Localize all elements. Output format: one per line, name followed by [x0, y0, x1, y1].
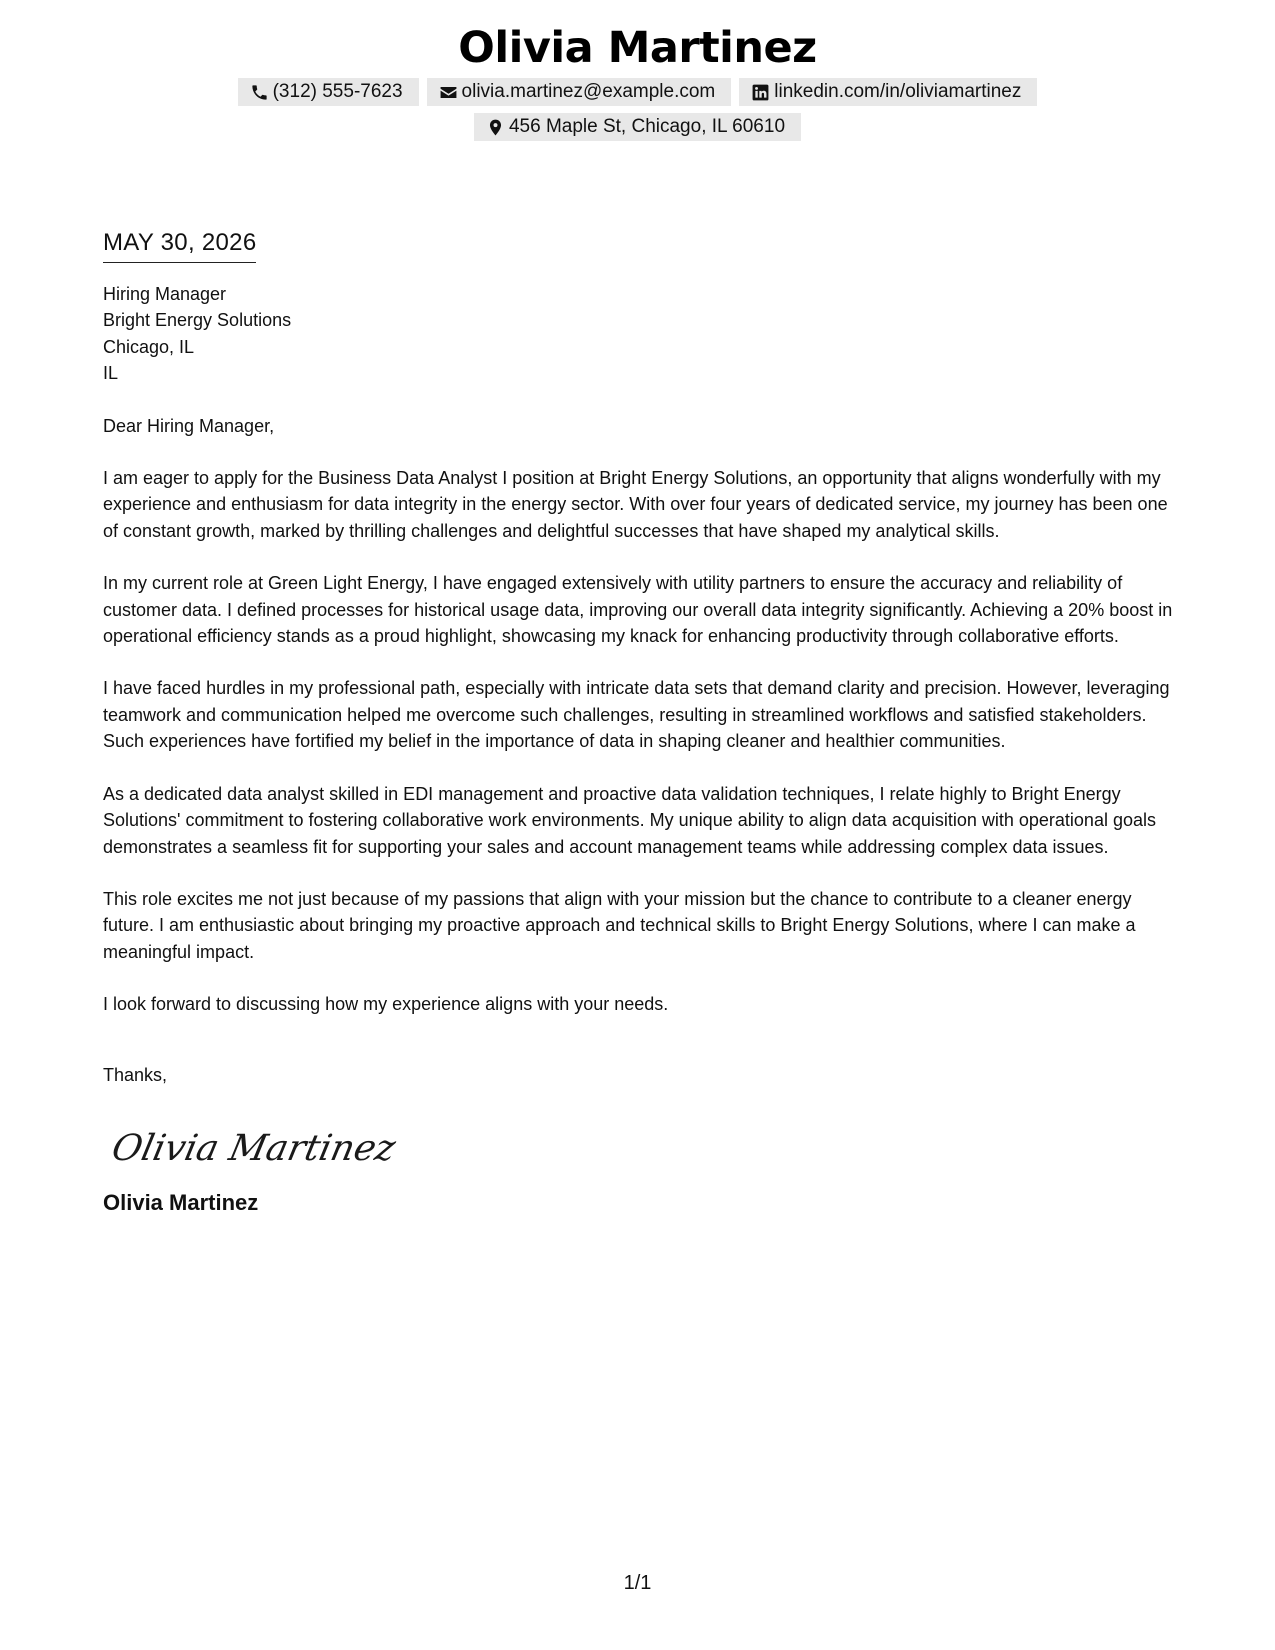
address-text: 456 Maple St, Chicago, IL 60610 — [508, 116, 786, 137]
body-paragraph: As a dedicated data analyst skilled in EDI management and proactive data validation techniques, I relate highly to Bright Energy Solutions' commitment to fostering collaborative work environments. My unique ability to align data acquisition with operational goals demonstrates a seamless fit for supporting your sales and account management teams while addressing complex data issues. — [103, 783, 1156, 857]
signature-text: Olivia Martinez — [108, 1126, 400, 1169]
contact-row-secondary — [0, 113, 1275, 141]
address-chip — [474, 113, 801, 141]
contact-row-primary — [0, 78, 1275, 106]
linkedin-icon — [751, 83, 770, 102]
handwritten-signature — [108, 1118, 1178, 1178]
phone-text: (312) 555-7623 — [272, 81, 403, 102]
body-paragraph: This role excites me not just because of my passions that align with your mission but the chance to contribute to a cleaner energy future. I am enthusiastic about bringing my proactive approach and technical skills to Bright Energy Solutions, where I can make a meaningful impact. — [103, 888, 1136, 962]
linkedin-text: linkedin.com/in/oliviamartinez — [774, 81, 1022, 102]
linkedin-chip[interactable] — [739, 78, 1037, 106]
letter-header — [0, 0, 1275, 141]
recipient-line: IL — [103, 363, 119, 384]
letter-date: MAY 30, 2026 — [103, 226, 256, 263]
letter-body — [103, 226, 1178, 1216]
body-paragraph: I have faced hurdles in my professional path, especially with intricate data sets that demand clarity and precision. However, leveraging teamwork and communication helped me overcome such challenges, resulting in streamlined workflows and satisfied stakeholders. Such experiences have fortified my belief in the importance of data in shaping cleaner and healthier communities. — [103, 678, 1170, 752]
map-pin-icon — [486, 118, 505, 137]
body-paragraph: In my current role at Green Light Energy, I have engaged extensively with utility partners to ensure the accuracy and reliability of customer data. I defined processes for historical usage data, improving our overall data integrity significantly. Achieving a 20% boost in operational efficiency stands as a proud highlight, showcasing my knack for enhancing productivity through collaborative efforts. — [103, 573, 1173, 647]
applicant-name: Olivia Martinez — [458, 23, 817, 73]
email-text: olivia.martinez@example.com — [461, 81, 716, 102]
recipient-line: Hiring Manager — [103, 284, 227, 304]
email-chip[interactable] — [427, 78, 732, 106]
recipient-line: Bright Energy Solutions — [103, 310, 292, 331]
signer-name: Olivia Martinez — [103, 1189, 259, 1215]
body-paragraph: I am eager to apply for the Business Data Analyst I position at Bright Energy Solutions, an opportunity that aligns wonderfully with my experience and enthusiasm for data integrity in the energy sector. With over four years of dedicated service, my journey has been one of constant growth, marked by thrilling challenges and delightful successes that have shaped my analytical skills. — [103, 468, 1168, 541]
envelope-icon — [439, 83, 458, 102]
phone-icon — [250, 83, 269, 102]
page-number: 1/1 — [623, 1572, 652, 1594]
salutation: Dear Hiring Manager, — [103, 415, 275, 436]
body-paragraph: I look forward to discussing how my experience aligns with your needs. — [103, 994, 669, 1015]
recipient-line: Chicago, IL — [103, 336, 195, 357]
closing: Thanks, — [103, 1064, 168, 1085]
recipient-block — [103, 281, 1178, 387]
phone-chip[interactable] — [238, 78, 419, 106]
